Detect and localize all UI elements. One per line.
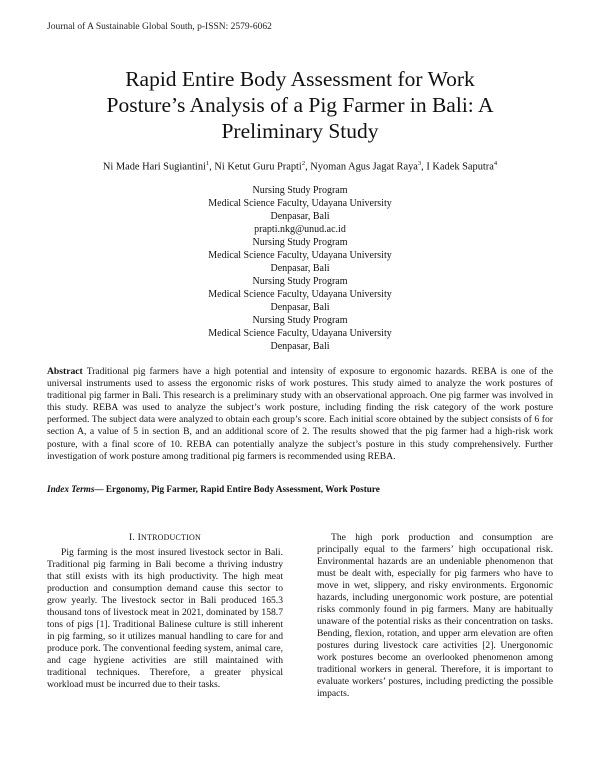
left-column (47, 532, 283, 691)
author-name: Ni Ketut Guru Prapti (214, 161, 302, 173)
author-mark: 3 (417, 160, 422, 167)
title-line-1: Rapid Entire Body Assessment for Work (125, 67, 475, 91)
author-separator: , (209, 161, 215, 173)
author-name: Ni Made Hari Sugiantini (102, 161, 206, 173)
affiliation-block (150, 184, 450, 353)
affiliation-line: Denpasar, Bali (270, 263, 330, 274)
author-list (40, 160, 560, 172)
affiliation-line: Denpasar, Bali (270, 302, 330, 313)
body-paragraph: Pig farming is the most insured livestock sector in Bali. Traditional pig farming in Bali become a thriving industry that still exists with its high productivity. The high meat production and consumption demand cause this sector to grow yearly. The livestock sector in Bali produced 165.3 thousand tons of livestock meat in 2021, dominated by 158.7 tons of pigs [1]. Traditional Balinese culture is still inherent in pig farming, so it utilizes manual handling to care for and produce pork. The conventional feeding system, animal care, and cage hygiene activities are still maintained with traditional techniques. Therefore, a greater physical workload must be incurred due to their tasks. (47, 547, 283, 690)
author-email: prapti.nkg@unud.ac.id (254, 224, 346, 235)
affiliation-line: Nursing Study Program (252, 276, 348, 287)
affiliation-line: Nursing Study Program (252, 185, 348, 196)
body-paragraph: The high pork production and consumption are principally equal to the farmers’ high occupational risk. Environmental hazards are an undeniable phenomenon that must be dealt with, especially for pig farmers who have to move in wet, slippery, and risky environments. Ergonomic hazards, including unergonomic work posture, are potential risks commonly found in pig farmers. Many are habitually unaware of the potential risks as their concentration on tasks. Bending, flexion, rotation, and upper arm elevation are often postures during livestock care activities [2]. Unergonomic work postures become an overlooked phenomenon among traditional workers in general. Therefore, it is important to evaluate workers’ postures, including predicting the possible impacts. (317, 532, 553, 699)
index-terms (47, 484, 553, 494)
author-name: I Kadek Saputra (426, 161, 494, 173)
affiliation-line: Medical Science Faculty, Udayana University (208, 250, 392, 261)
section-heading-introduction (47, 532, 283, 544)
title-line-2: Posture’s Analysis of a Pig Farmer in Bali: A (106, 93, 494, 117)
affiliation-line: Denpasar, Bali (270, 211, 330, 222)
affiliation-line: Medical Science Faculty, Udayana University (208, 289, 392, 300)
author-mark: 2 (301, 160, 306, 167)
affiliation-line: Medical Science Faculty, Udayana University (208, 198, 392, 209)
abstract-text: Traditional pig farmers have a high potential and intensity of exposure to ergonomic hazards. REBA is one of the universal instruments used to assess the ergonomic risks of work postures. This study aimed to analyze the work postures of traditional pig farmer in Bali. This research is a preliminary study with an observational approach. One pig farmer was involved in this study. REBA was used to analyze the subject’s work posture, including finding the risk category of the work posture performed. The subject data were analyzed to obtain each group’s score. Each initial score obtained by the subject consists of 6 for section A, a value of 5 in section B, and an additional score of 2. The results showed that the pig farmer had a high-risk work posture, with a final score of 10. REBA can potentially analyze the subject’s posture in this study comprehensively. Further investigation of work posture among traditional pig farmers is recommended using REBA. (47, 366, 553, 462)
author-name: Nyoman Agus Jagat Raya (310, 161, 418, 173)
journal-header: Journal of A Sustainable Global South, p-ISSN: 2579-6062 (47, 22, 272, 32)
author-mark: 1 (205, 160, 210, 167)
index-terms-label: Index Terms (47, 484, 95, 494)
affiliation-line: Nursing Study Program (252, 237, 348, 248)
author-mark: 4 (493, 160, 498, 167)
affiliation-line: Denpasar, Bali (270, 341, 330, 352)
section-number: I. (129, 532, 138, 543)
title-line-3: Preliminary Study (221, 119, 379, 143)
section-title-initial: I (137, 532, 141, 543)
paper-title (60, 66, 540, 144)
affiliation-line: Nursing Study Program (252, 315, 348, 326)
right-column (317, 532, 553, 700)
index-terms-dash: — (94, 484, 106, 494)
author-separator: , (305, 161, 311, 173)
abstract-label: Abstract (47, 366, 83, 377)
affiliation-line: Medical Science Faculty, Udayana University (208, 328, 392, 339)
index-terms-list: Ergonomy, Pig Farmer, Rapid Entire Body Assessment, Work Posture (105, 484, 380, 494)
section-title-rest: NTRODUCTION (141, 533, 201, 542)
abstract (47, 366, 553, 463)
author-separator: , (421, 161, 427, 173)
